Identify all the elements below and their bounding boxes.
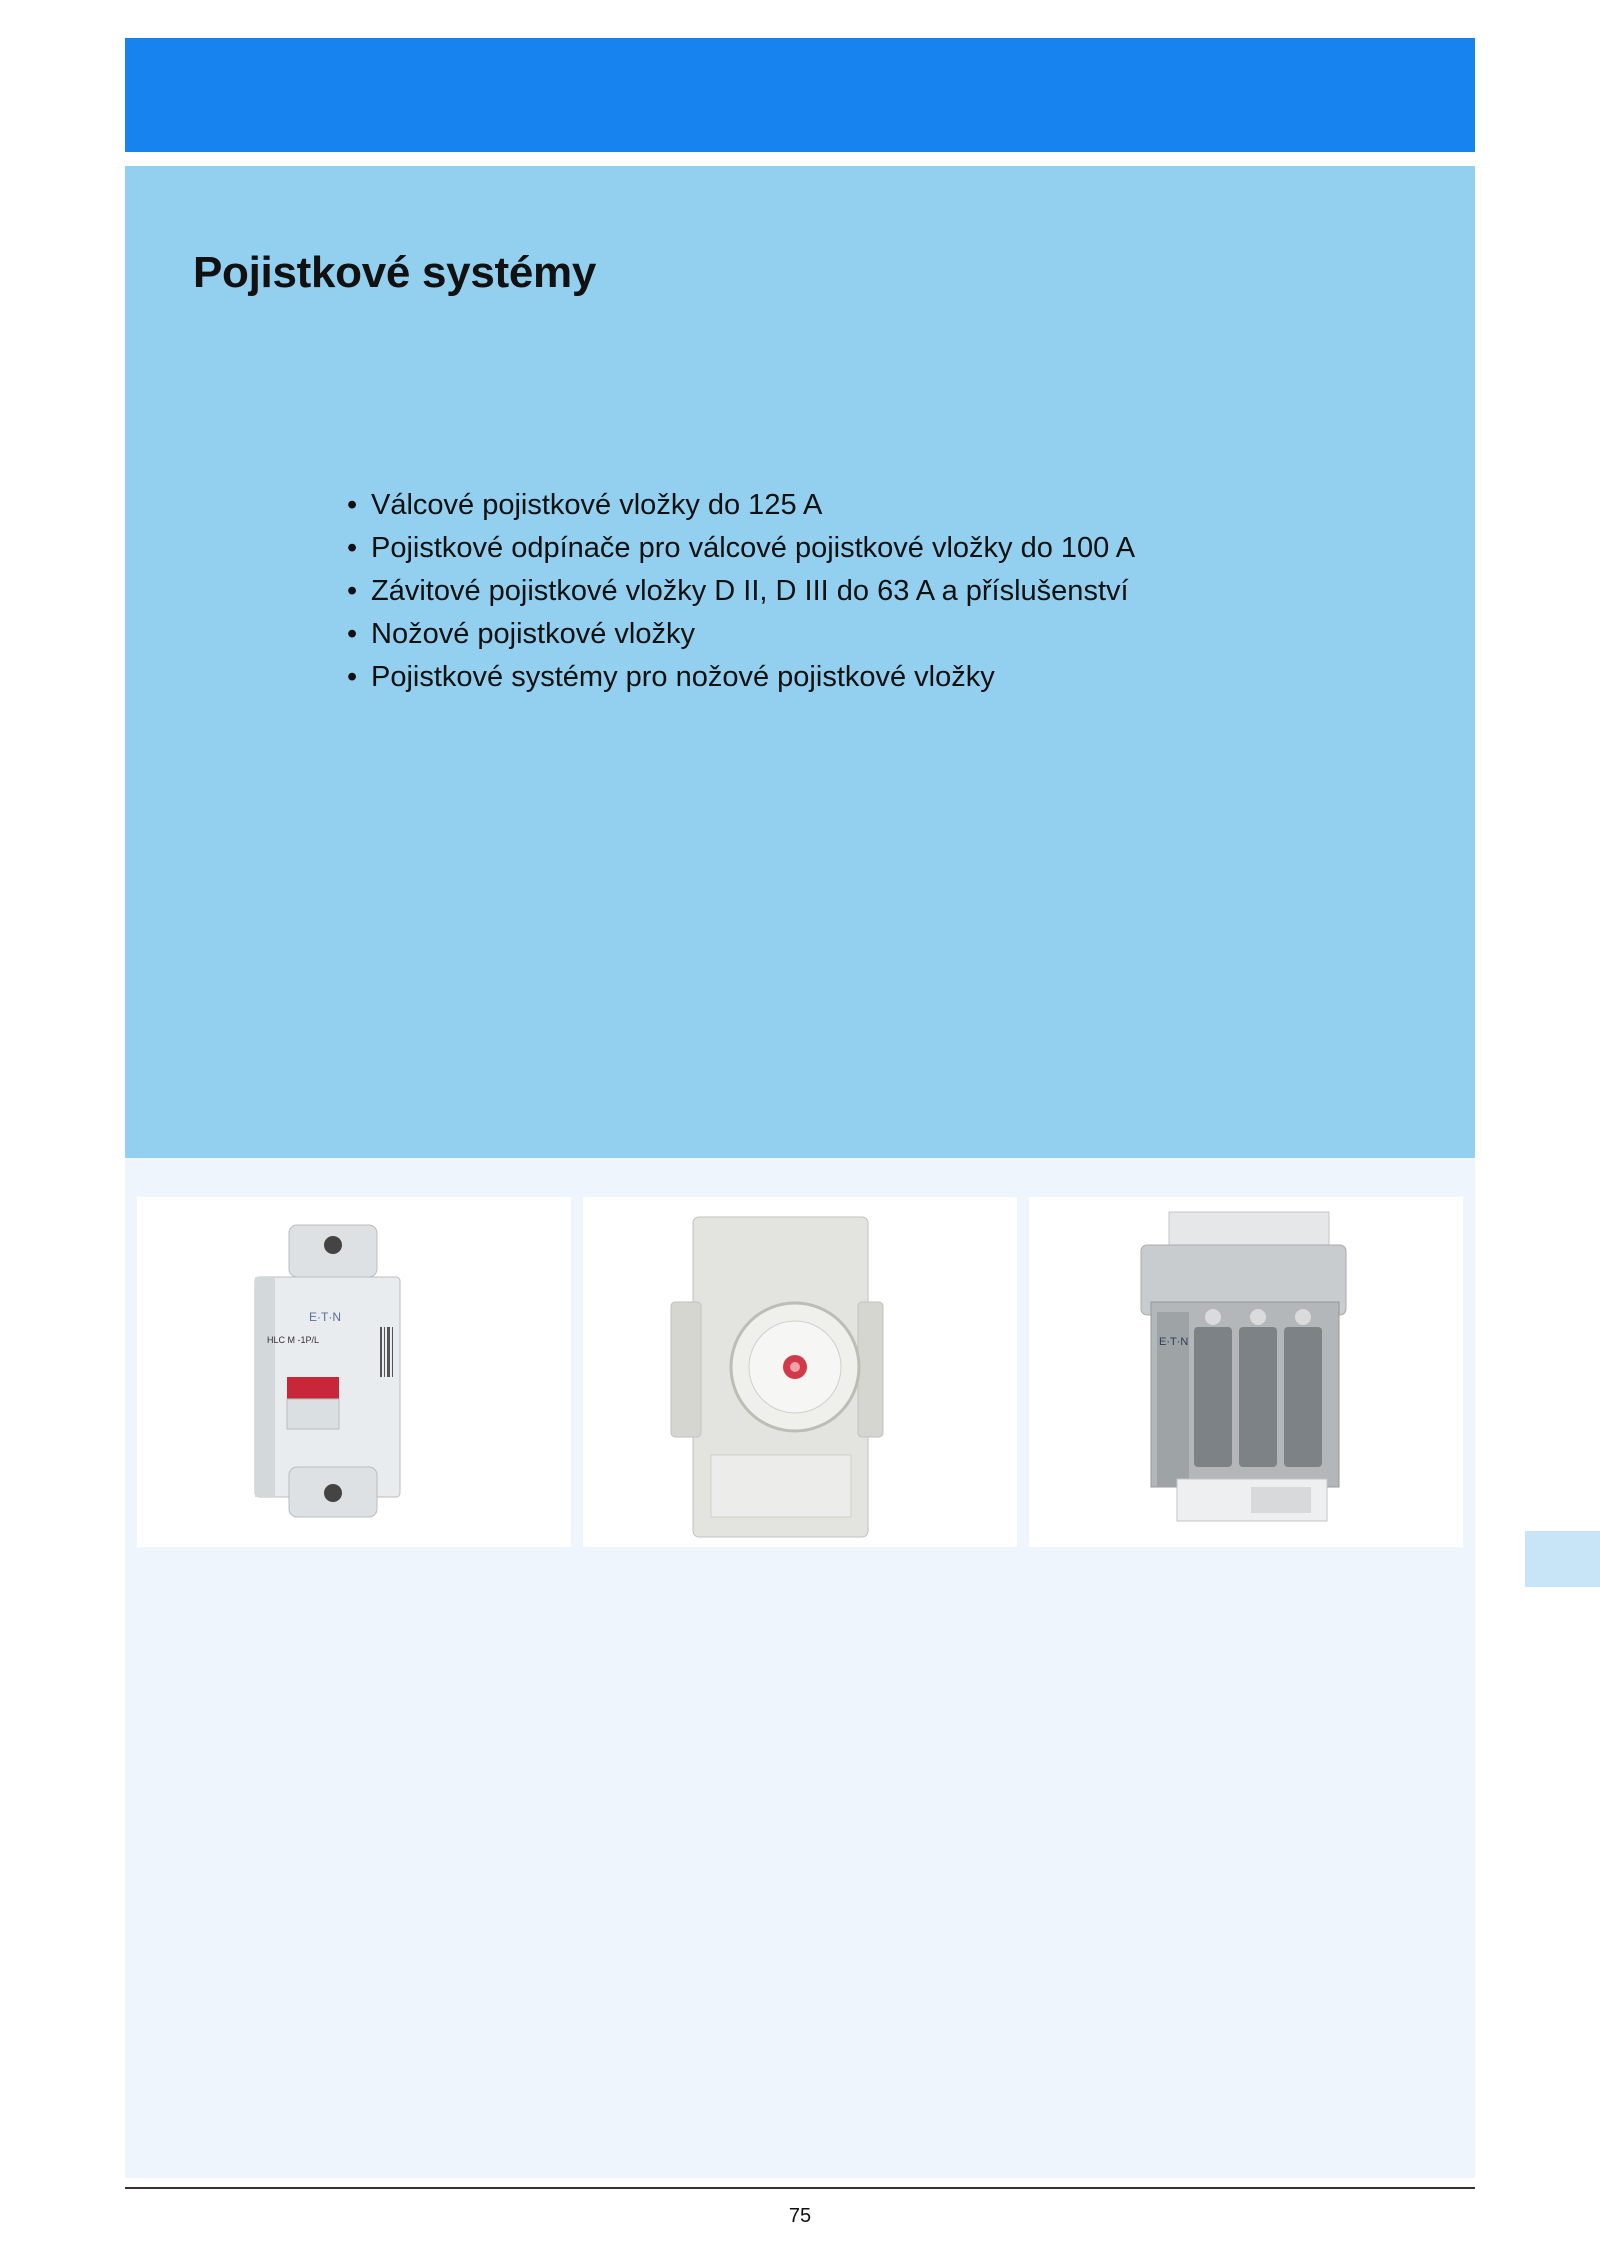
photo-cylindrical-fuse-holder — [137, 1197, 571, 1547]
photo-nh-fuse-switch — [1029, 1197, 1463, 1547]
list-item: • Závitové pojistkové vložky D II, D III do 63 A a příslušenství — [347, 570, 1135, 613]
nh-switch-brand: E·T·N — [1159, 1336, 1189, 1348]
list-item: • Pojistkové odpínače pro válcové pojistkové vložky do 100 A — [347, 527, 1135, 570]
hero-panel — [125, 166, 1475, 1158]
fuse-holder-image — [137, 1197, 571, 1547]
header-bar — [125, 38, 1475, 152]
side-tab — [1525, 1531, 1600, 1587]
fuse-holder-model: HLC M -1P/L — [267, 1335, 320, 1345]
page-number: 75 — [788, 2205, 812, 2227]
list-item: • Pojistkové systémy pro nožové pojistkové vložky — [347, 656, 1135, 699]
photo-screw-fuse-base — [583, 1197, 1017, 1547]
fuse-holder-brand: E·T·N — [309, 1310, 341, 1324]
list-item: • Válcové pojistkové vložky do 125 A — [347, 484, 1135, 527]
nh-fuse-switch-image — [1029, 1197, 1463, 1547]
footer-rule — [125, 2187, 1475, 2189]
bullet-list — [347, 484, 1135, 699]
screw-fuse-image — [583, 1197, 1017, 1547]
page-title: Pojistkové systémy — [193, 248, 597, 297]
list-item: • Nožové pojistkové vložky — [347, 613, 1135, 656]
